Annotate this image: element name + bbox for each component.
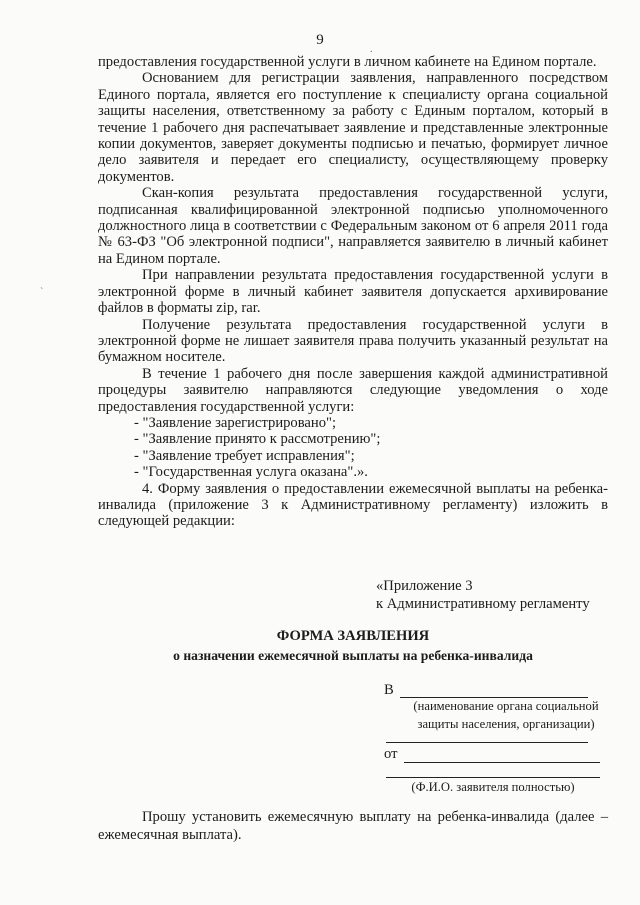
paragraph-archiving: При направлении результата предоставления государственной услуги в электронной форме в личный кабинет заявителя допускается архивирование файлов в форматы zip, rar. bbox=[98, 267, 608, 317]
from-hint: (Ф.И.О. заявителя полностью) bbox=[411, 780, 575, 794]
notification-item: - "Заявление требует исправления"; bbox=[134, 447, 355, 464]
form-title: ФОРМА ЗАЯВЛЕНИЯ bbox=[276, 628, 430, 644]
notification-item: - "Заявление зарегистрировано"; bbox=[134, 414, 337, 431]
to-label: В bbox=[384, 682, 394, 698]
to-hint bbox=[396, 697, 616, 733]
to-underline-2 bbox=[386, 742, 588, 743]
paragraph-item-4: 4. Форму заявления о предоставлении ежемесячной выплаты на ребенка-инвалида (приложение 3 к Административному регламенту) изложить в следующей редакции: bbox=[98, 480, 608, 530]
form-request bbox=[98, 808, 608, 844]
paragraph-notifications-intro: В течение 1 рабочего дня после завершения каждой административной процедуры заявителю направляются следующие уведомления о ходе предоставления государственной услуги: bbox=[98, 365, 608, 415]
to-hint-line-1: (наименование органа социальной bbox=[413, 699, 599, 713]
from-underline bbox=[404, 762, 600, 763]
form-subtitle: о назначении ежемесячной выплаты на ребенка-инвалида bbox=[173, 648, 533, 663]
notification-item: - "Государственная услуга оказана".». bbox=[134, 464, 368, 481]
page-number: 9 bbox=[316, 32, 324, 48]
to-hint-line-2: защиты населения, организации) bbox=[417, 717, 595, 731]
notification-item: - "Заявление принято к рассмотрению"; bbox=[134, 431, 381, 448]
request-paragraph: Прошу установить ежемесячную выплату на ребенка-инвалида (далее – ежемесячная выплата). bbox=[98, 809, 608, 843]
appendix-line-1: «Приложение 3 bbox=[376, 578, 473, 594]
appendix-reference bbox=[376, 577, 590, 613]
document-body bbox=[98, 54, 608, 530]
appendix-line-2: к Административному регламенту bbox=[376, 596, 590, 612]
from-label: от bbox=[384, 746, 398, 762]
paragraph-paper-result: Получение результата предоставления государственной услуги в электронной форме не лишает заявителя права получить указанный результат на бумажном носителе. bbox=[98, 316, 608, 366]
scan-speck: . bbox=[370, 44, 373, 55]
paragraph-continuation: предоставления государственной услуги в личном кабинете на Едином портале. bbox=[98, 54, 597, 70]
scan-speck: ` bbox=[40, 287, 44, 298]
paragraph-registration-basis: Основанием для регистрации заявления, направленного посредством Единого портала, является его поступление к специалисту органа социальной защиты населения, ответственному за работу с Единым порталом, который в течение 1 рабочего дня распечатывает заявление и представленные электронные копии документов, заверяет документы подписью и печатью, формирует личное дело заявителя и передает его специалисту, осуществляющему проверку документов. bbox=[98, 70, 608, 185]
paragraph-scan-copy: Скан-копия результата предоставления государственной услуги, подписанная квалифицированной электронной подписью уполномоченного должностного лица в соответствии с Федеральным законом от 6 апреля 2011 года № 63-ФЗ "Об электронной подписи", направляется заявителю в личный кабинет на Едином портале. bbox=[98, 185, 608, 267]
